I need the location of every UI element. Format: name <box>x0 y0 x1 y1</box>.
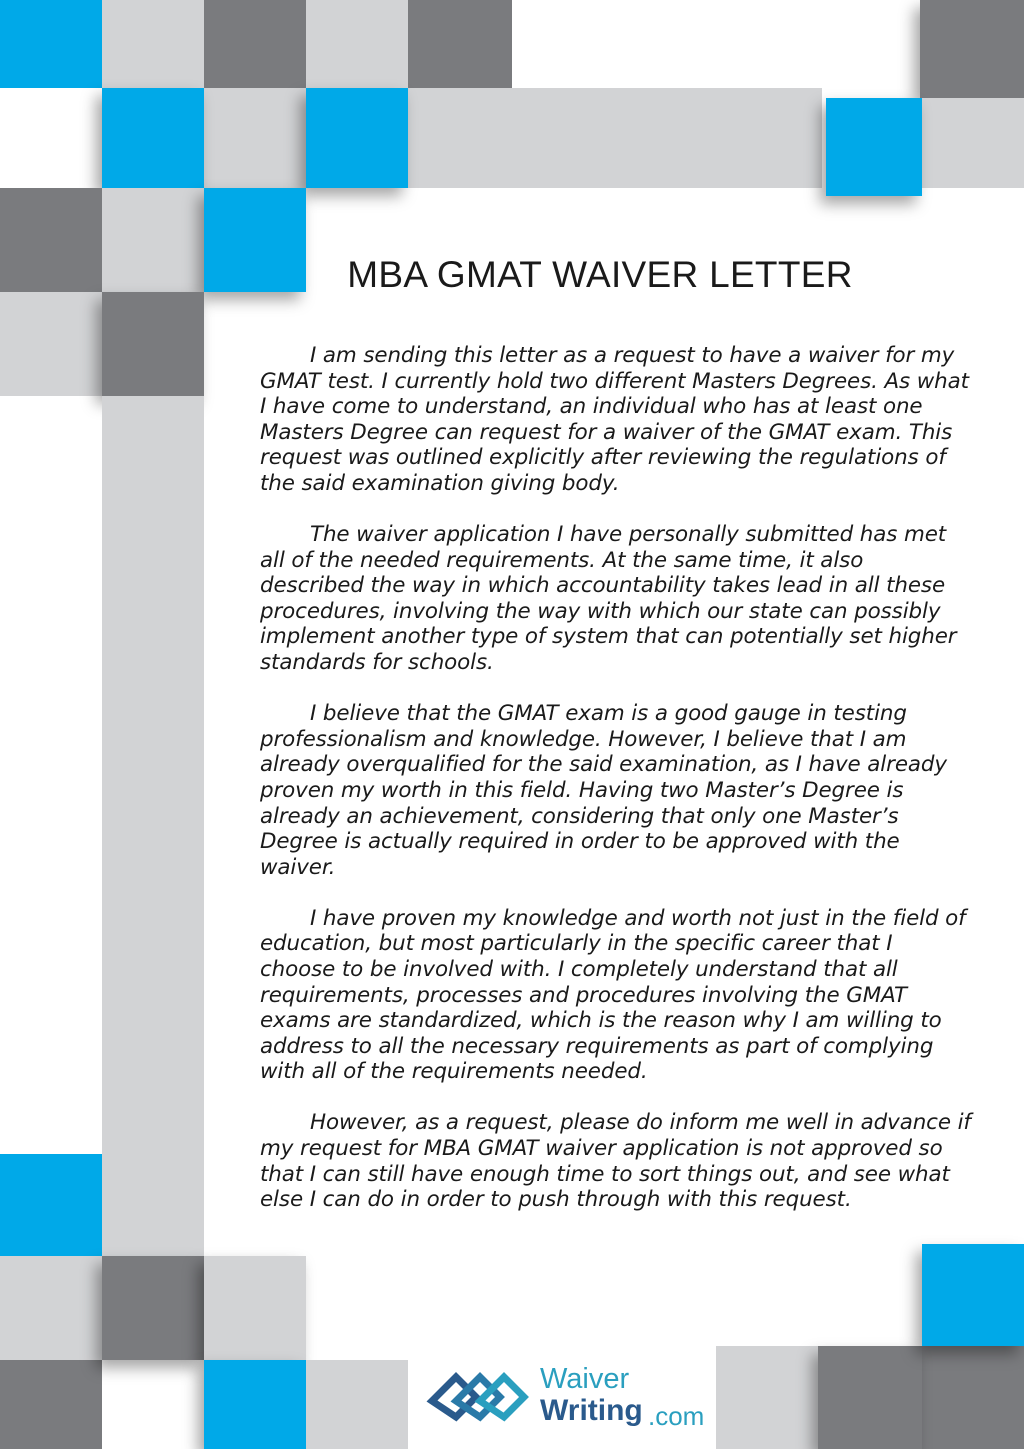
page-title: MBA GMAT WAIVER LETTER <box>347 254 853 295</box>
decor-tile <box>204 0 306 88</box>
letter-paragraph: I believe that the GMAT exam is a good gauge in testing professionalism and knowledge. However, I believe that I am already overqualified for the said examination, as I have already proven my worth in this field. Having two Master’s Degree is already an achievement, considering that only one Master’s Degree is actually required in order to be approved with the waiver. <box>260 701 947 880</box>
decor-tile <box>306 88 408 188</box>
decor-tile <box>204 1256 306 1360</box>
interlocking-diamonds-icon <box>426 1363 536 1429</box>
decor-tile <box>204 188 306 292</box>
logo-text-waiver: Waiver <box>540 1363 630 1395</box>
decor-strip <box>102 396 204 1256</box>
decor-tile <box>102 88 204 188</box>
decor-tile <box>204 88 306 188</box>
decor-tile <box>306 0 408 88</box>
decor-tile <box>102 292 204 396</box>
letter-paragraph: I am sending this letter as a request to have a waiver for my GMAT test. I currently hold two different Masters Degrees. As what I have come to understand, an individual who has at least one Masters Degree can request for a waiver of the GMAT exam. This request was outlined explicitly after reviewing the regulations of the said examination giving body. <box>260 343 969 496</box>
decor-tile <box>716 1346 818 1449</box>
decor-tile <box>306 1360 408 1449</box>
decor-tile <box>920 0 1024 98</box>
decor-tile <box>408 88 822 188</box>
decor-tile <box>102 0 204 88</box>
letter-paragraph: However, as a request, please do inform me well in advance if my request for MBA GMAT waiver application is not approved so that I can still have enough time to sort things out, and see what else I can do in order to push through with this request. <box>260 1110 971 1213</box>
decor-tile <box>0 1154 102 1256</box>
decor-tile <box>0 1360 102 1449</box>
decor-tile <box>920 98 1024 188</box>
decor-tile <box>922 1346 1024 1449</box>
logo-text-writing: Writing <box>540 1394 643 1427</box>
letter-paragraph: I have proven my knowledge and worth not just in the field of education, but most particularly in the specific career that I choose to be involved with. I completely understand that all requirements, processes and procedures involving the GMAT exams are standardized, which is the reason why I am willing to address to all the necessary requirements as part of complying with all of the requirements needed. <box>260 905 966 1085</box>
logo-text-dotcom: .com <box>648 1401 705 1431</box>
waiverwriting-logo <box>426 1357 726 1437</box>
decor-tile <box>0 188 102 292</box>
decor-tile <box>0 1256 102 1360</box>
decor-tile <box>0 0 102 88</box>
letter-body <box>260 343 972 1238</box>
decor-tile <box>826 98 922 196</box>
letter-paragraph: The waiver application I have personally submitted has met all of the needed requirements. At the same time, it also described the way in which accountability takes lead in all these procedures, involving the way with which our state can possibly implement another type of system that can potentially set higher standards for schools. <box>260 522 957 676</box>
decor-tile <box>408 0 512 88</box>
decor-tile <box>818 1346 922 1449</box>
decor-tile <box>102 188 204 292</box>
decor-tile <box>0 292 102 396</box>
decor-tile <box>922 1244 1024 1346</box>
decor-tile <box>204 1360 306 1449</box>
decor-tile <box>102 1256 204 1360</box>
